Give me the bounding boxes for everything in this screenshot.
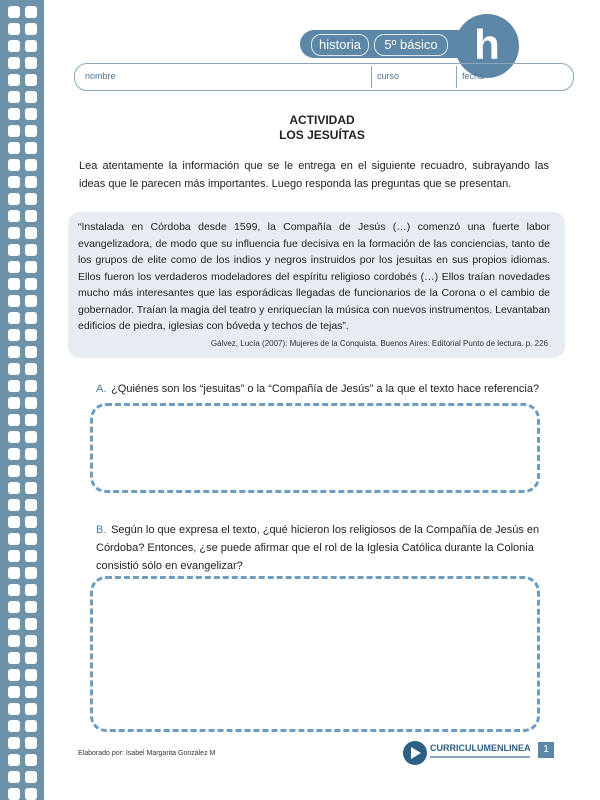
binding-hole — [25, 40, 37, 52]
curriculum-logo — [402, 738, 537, 768]
binding-hole — [25, 329, 37, 341]
binding-hole — [25, 176, 37, 188]
question-text: Según lo que expresa el texto, ¿qué hicieron los religiosos de la Compañía de Jesús en Córdoba? Entonces, ¿se puede afirmar que el rol de la Iglesia Católica durante la Colonia consistió sólo en evangelizar? — [96, 524, 540, 572]
question-letter: A. — [96, 383, 107, 395]
divider — [371, 66, 372, 88]
binding-hole — [8, 669, 20, 681]
binding-hole — [25, 737, 37, 749]
binding-hole — [25, 91, 37, 103]
binding-hole — [8, 601, 20, 613]
answer-box-b[interactable] — [90, 576, 540, 732]
binding-hole — [25, 652, 37, 664]
binding-hole — [8, 159, 20, 171]
binding-hole — [8, 278, 20, 290]
binding-hole — [25, 618, 37, 630]
subject-tag: historia — [311, 34, 369, 56]
binding-hole — [8, 397, 20, 409]
binding-hole — [8, 23, 20, 35]
binding-hole — [8, 261, 20, 273]
answer-box-a[interactable] — [90, 403, 540, 493]
binding-hole — [25, 669, 37, 681]
binding-hole — [25, 771, 37, 783]
binding-hole — [25, 227, 37, 239]
binding-hole — [8, 312, 20, 324]
binding-hole — [8, 6, 20, 18]
binding-hole — [25, 295, 37, 307]
binding-hole — [8, 448, 20, 460]
binding-hole — [25, 533, 37, 545]
binding-hole — [25, 159, 37, 171]
binding-hole — [8, 346, 20, 358]
binding-hole — [8, 737, 20, 749]
student-info-row — [74, 63, 574, 91]
question-a — [96, 380, 566, 398]
binding-hole — [8, 771, 20, 783]
binding-hole — [25, 686, 37, 698]
binding-hole — [8, 720, 20, 732]
activity-subtitle: LOS JESUÍTAS — [279, 128, 365, 142]
binding-hole — [25, 193, 37, 205]
binding-hole — [8, 550, 20, 562]
binding-hole — [8, 431, 20, 443]
divider — [456, 66, 457, 88]
date-label: fecha — [462, 71, 485, 81]
binding-hole — [8, 244, 20, 256]
binding-hole — [25, 6, 37, 18]
brand-name: CURRICULUMENLINEA — [430, 743, 531, 753]
binding-hole — [8, 754, 20, 766]
binding-hole — [25, 703, 37, 715]
binding-hole — [25, 431, 37, 443]
instructions: Lea atentamente la información que se le entrega en el siguiente recuadro, subrayando las ideas que le parecen más importantes. Luego responda las preguntas que se presentan. — [79, 160, 549, 190]
quote-source: Gálvez, Lucía (2007): Mujeres de la Conquista. Buenos Aires: Editorial Punto de lectura. p. 226 — [210, 339, 548, 348]
binding-hole — [8, 193, 20, 205]
quote-text: “Instalada en Córdoba desde 1599, la Compañía de Jesús (…) comenzó una fuerte labor evangelizadora, de modo que su influencia fue decisiva en la formación de las conciencias, tanto de los grupos de elite como de los indios y negros instruidos por los jesuitas en sus propios idiomas. Ellos fueron los verdaderos modeladores del espíritu religioso cordobés (…) Ellos traían novedades mucho más interesantes que las esporádicas llegadas de funcionarios de la Corona o el cambio de gobernador. Traían la magia del teatro y enriquecían la música con nuevos instrumentos. Levantaban edificios de piedra, iglesias con bóveda y techos de tejas”. — [78, 221, 550, 332]
name-label: nombre — [85, 71, 116, 81]
binding-hole — [25, 448, 37, 460]
binding-hole — [25, 635, 37, 647]
brand-logo: h — [455, 14, 519, 78]
binding-hole — [8, 295, 20, 307]
binding-hole — [8, 414, 20, 426]
binding-hole — [8, 584, 20, 596]
binding-hole — [8, 363, 20, 375]
binding-hole — [25, 244, 37, 256]
binding-hole — [8, 91, 20, 103]
binding-hole — [8, 74, 20, 86]
binding-hole — [25, 380, 37, 392]
binding-hole — [8, 635, 20, 647]
binding-hole — [8, 380, 20, 392]
binding-hole — [8, 686, 20, 698]
binding-hole — [25, 397, 37, 409]
binding-hole — [25, 57, 37, 69]
binding-hole — [25, 142, 37, 154]
binding-hole — [8, 788, 20, 800]
page-number: 1 — [538, 742, 554, 758]
binding-hole — [25, 584, 37, 596]
binding-hole — [25, 346, 37, 358]
binding-hole — [25, 261, 37, 273]
binding-hole — [25, 465, 37, 477]
grade-tag: 5º básico — [374, 34, 448, 56]
binding-hole — [25, 516, 37, 528]
binding-hole — [8, 210, 20, 222]
binding-hole — [8, 533, 20, 545]
binding-hole — [25, 414, 37, 426]
binding-hole — [25, 278, 37, 290]
binding-hole — [8, 176, 20, 188]
binding-hole — [8, 516, 20, 528]
binding-hole — [8, 142, 20, 154]
binding-hole — [25, 23, 37, 35]
binding-hole — [8, 482, 20, 494]
binding-hole — [25, 482, 37, 494]
binding-hole — [25, 363, 37, 375]
binding-hole — [25, 499, 37, 511]
binding-hole — [8, 703, 20, 715]
binding-hole — [25, 601, 37, 613]
question-b — [96, 521, 546, 575]
binding-hole — [8, 465, 20, 477]
binding-hole — [8, 57, 20, 69]
course-label: curso — [377, 71, 400, 81]
brand-underline — [430, 756, 530, 758]
author-credit: Elaborado por: Isabel Margarita González M — [78, 750, 216, 757]
binding-hole — [8, 499, 20, 511]
binding-hole — [25, 788, 37, 800]
binding-hole — [25, 74, 37, 86]
binding-hole — [25, 754, 37, 766]
binding-hole — [25, 550, 37, 562]
binding-hole — [25, 312, 37, 324]
question-text: ¿Quiénes son los “jesuitas” o la “Compañía de Jesús” a la que el texto hace referencia? — [111, 383, 540, 395]
binding-hole — [25, 720, 37, 732]
activity-title: ACTIVIDAD — [289, 113, 355, 127]
binding-hole — [8, 652, 20, 664]
binding-hole — [25, 210, 37, 222]
binding-hole — [8, 618, 20, 630]
binding-hole — [25, 567, 37, 579]
question-letter: B. — [96, 524, 107, 536]
binding-hole — [8, 227, 20, 239]
binding-hole — [8, 40, 20, 52]
binding-hole — [8, 567, 20, 579]
binding-hole — [8, 329, 20, 341]
